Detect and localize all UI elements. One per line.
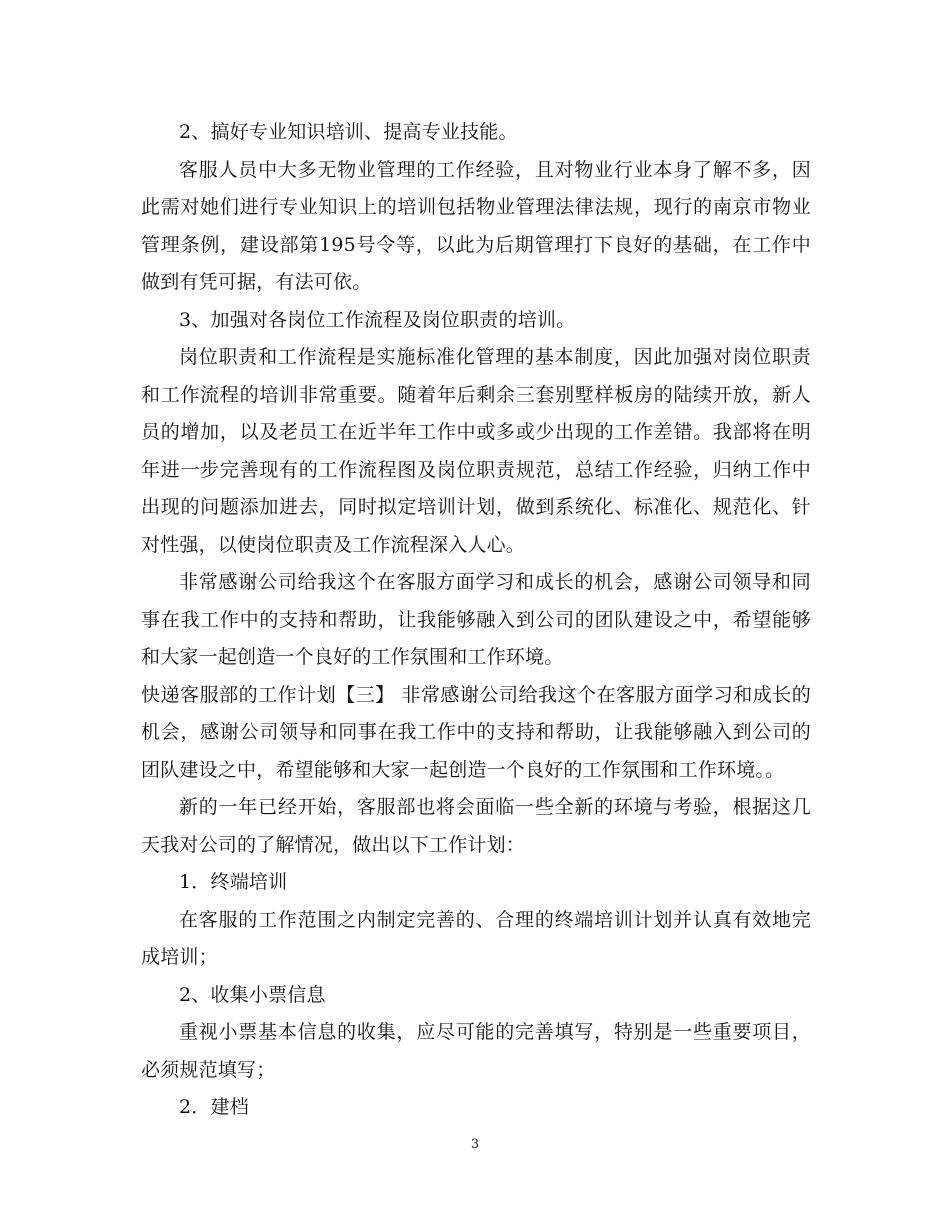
list-item-heading: 2、搞好专业知识培训、提高专业技能。 bbox=[179, 121, 518, 143]
list-item-heading: 2．建档 bbox=[179, 1096, 249, 1118]
list-item-heading: 3、加强对各岗位工作流程及岗位职责的培训。 bbox=[179, 308, 576, 331]
list-item-heading: 2、收集小票信息 bbox=[179, 983, 326, 1006]
body-paragraph: 非常感谢公司给我这个在客服方面学习和成长的机会，感谢公司领导和同事在我工作中的支持和帮助，让我能够融入到公司的团队建设之中，希望能够和大家一起创造一个良好的工作氛围和工作环境。 bbox=[141, 571, 811, 668]
body-paragraph: 岗位职责和工作流程是实施标准化管理的基本制度，因此加强对岗位职责和工作流程的培训非常重要。随着年后剩余三套别墅样板房的陆续开放，新人员的增加，以及老员工在近半年工作中或多或少出现的工作差错。我部将在明年进一步完善现有的工作流程图及岗位职责规范，总结工作经验，归纳工作中出现的问题添加进去，同时拟定培训计划，做到系统化、标准化、规范化、针对性强，以使岗位职责及工作流程深入人心。 bbox=[141, 346, 811, 556]
body-paragraph: 重视小票基本信息的收集，应尽可能的完善填写，特别是一些重要项目，必须规范填写； bbox=[141, 1021, 811, 1081]
section-heading-paragraph bbox=[141, 677, 811, 790]
body-paragraph: 在客服的工作范围之内制定完善的、合理的终端培训计划并认真有效地完成培训； bbox=[141, 908, 811, 968]
body-paragraph: 客服人员中大多无物业管理的工作经验，且对物业行业本身了解不多，因此需对她们进行专业知识上的培训包括物业管理法律法规，现行的南京市物业管理条例，建设部第195号令等，以此为后期管理打下良好的基础，在工作中做到有凭可据，有法可依。 bbox=[141, 158, 811, 293]
section-heading: 快递客服部的工作计划【三】 bbox=[141, 683, 395, 706]
page-number: 3 bbox=[470, 1137, 480, 1152]
list-item-heading: 1．终端培训 bbox=[179, 871, 288, 893]
section-heading-text: 非常感谢公司给我这个在客服方面学习和成长的机会，感谢公司领导和同事在我工作中的支持和帮助，让我能够融入到公司的团队建设之中，希望能够和大家一起创造一个良好的工作氛围和工作环境。。 bbox=[141, 683, 811, 781]
document-body bbox=[141, 114, 811, 1127]
body-paragraph: 新的一年已经开始，客服部也将会面临一些全新的环境与考验，根据这几天我对公司的了解情况，做出以下工作计划： bbox=[141, 796, 811, 856]
